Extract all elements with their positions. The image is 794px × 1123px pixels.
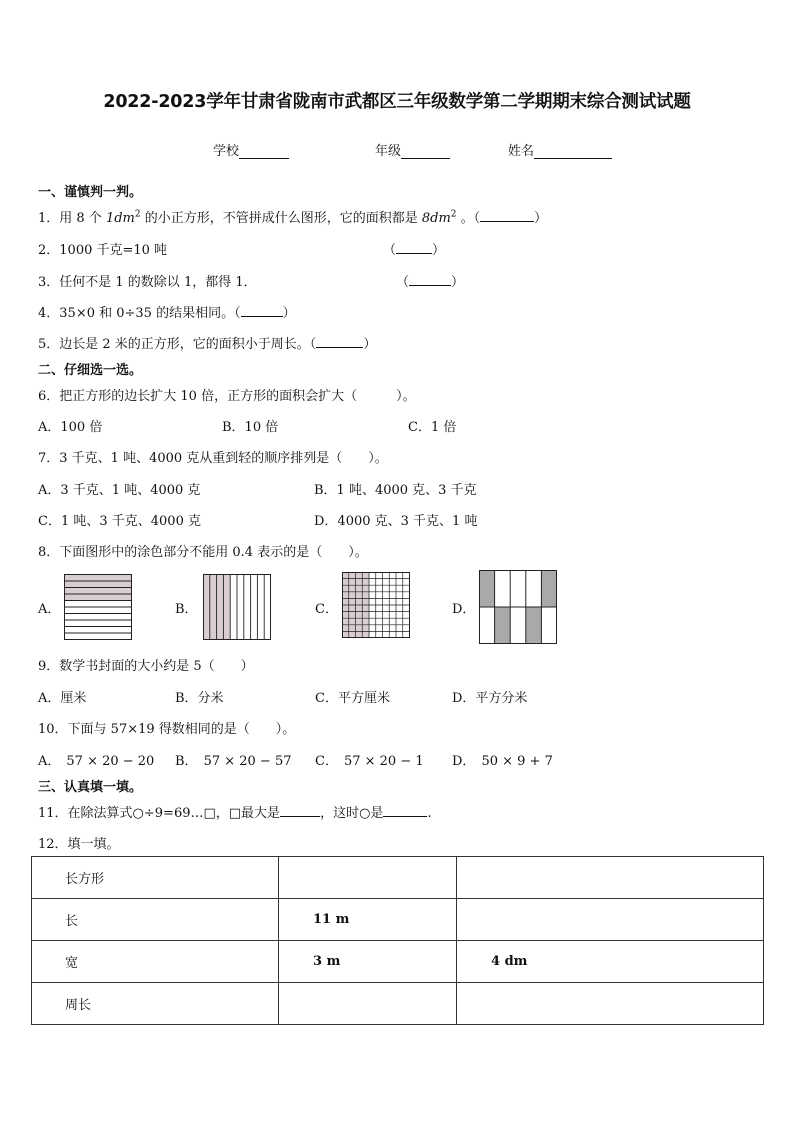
question-9: 9．数学书封面的大小约是 5（ ） <box>38 659 254 674</box>
q5-close-paren: ） <box>363 337 377 352</box>
q1-close-paren: ） <box>534 211 548 226</box>
q10-option-a[interactable] <box>38 750 154 769</box>
q1-text-pre: 1．用 8 个 <box>38 211 106 226</box>
q11-text-pre: 11．在除法算式○÷9=69…□，□最大是 <box>38 806 281 821</box>
q8-figure-b <box>203 574 271 640</box>
q10-option-b-expr: 57 × 20 − 57 <box>203 754 292 769</box>
question-8: 8．下面图形中的涂色部分不能用 0.4 表示的是（ ）。 <box>38 545 368 560</box>
q1-sup-2: 2 <box>450 209 457 220</box>
table-row <box>32 899 764 941</box>
table-cell[interactable] <box>279 857 457 899</box>
q8-figure-d <box>479 570 557 644</box>
grade-field <box>375 140 450 159</box>
q10-option-d-expr: 50 × 9 + 7 <box>481 754 553 769</box>
q2-answer-blank[interactable] <box>396 241 432 254</box>
q8-option-d[interactable]: D． <box>452 602 476 617</box>
q1-answer-blank[interactable] <box>480 209 534 222</box>
q10-option-d[interactable] <box>452 750 553 769</box>
q9-option-d[interactable]: D．平方分米 <box>452 691 528 706</box>
q2-open-paren: （ <box>383 243 397 258</box>
q6-option-c[interactable]: C．1 倍 <box>408 420 457 435</box>
table-cell: 4 dm <box>457 941 764 983</box>
q11-text-post: . <box>427 806 432 821</box>
table-row <box>32 941 764 983</box>
q1-text-mid: 的小正方形，不管拼成什么图形，它的面积都是 <box>140 211 422 226</box>
q8-option-b[interactable]: B． <box>175 602 198 617</box>
question-2 <box>38 239 167 258</box>
q10-option-b[interactable] <box>175 750 292 769</box>
q11-blank-1[interactable] <box>280 804 320 817</box>
name-blank[interactable] <box>534 144 612 159</box>
table-cell: 11 m <box>279 899 457 941</box>
q3-text: 3．任何不是 1 的数除以 1，都得 1． <box>38 275 257 290</box>
table-cell[interactable] <box>457 857 764 899</box>
school-blank[interactable] <box>239 144 289 159</box>
q4-text: 4．35×0 和 0÷35 的结果相同。（ <box>38 306 241 321</box>
q6-option-a[interactable]: A．100 倍 <box>38 420 103 435</box>
q3-open-paren: （ <box>396 275 410 290</box>
q6-option-b[interactable]: B．10 倍 <box>222 420 279 435</box>
page-title: 2022-2023学年甘肃省陇南市武都区三年级数学第二学期期末综合测试试题 <box>103 92 691 112</box>
question-7: 7．3 千克、1 吨、4000 克从重到轻的顺序排列是（ ）。 <box>38 451 388 466</box>
table-cell: 长 <box>32 899 279 941</box>
table-cell[interactable] <box>457 899 764 941</box>
q10-option-b-label: B． <box>175 754 198 769</box>
q10-option-d-label: D． <box>452 754 476 769</box>
question-1 <box>38 207 547 226</box>
q7-option-b[interactable]: B．1 吨、4000 克、3 千克 <box>314 483 477 498</box>
q1-sup-1: 2 <box>134 209 141 220</box>
q9-option-c[interactable]: C．平方厘米 <box>315 691 390 706</box>
table-cell: 长方形 <box>32 857 279 899</box>
table-cell[interactable] <box>279 983 457 1025</box>
school-field <box>213 140 289 159</box>
q7-option-c[interactable]: C．1 吨、3 千克、4000 克 <box>38 514 201 529</box>
q3-answer-blank[interactable] <box>409 273 451 286</box>
grade-blank[interactable] <box>401 144 450 159</box>
q4-close-paren: ） <box>282 306 296 321</box>
q8-figure-c <box>342 572 410 638</box>
question-11 <box>38 802 432 821</box>
q2-answer <box>383 239 445 258</box>
q10-option-c-expr: 57 × 20 − 1 <box>343 754 424 769</box>
question-12: 12．填一填。 <box>38 837 120 852</box>
q3-close-paren: ） <box>451 275 465 290</box>
q2-text: 2．1000 千克=10 吨 <box>38 243 168 258</box>
name-label: 姓名 <box>508 144 535 159</box>
table-cell: 周长 <box>32 983 279 1025</box>
q5-text: 5．边长是 2 米的正方形，它的面积小于周长。（ <box>38 337 317 352</box>
section-2-heading: 二、仔细选一选。 <box>38 363 143 378</box>
section-3-heading: 三、认真填一填。 <box>38 780 143 795</box>
question-10: 10．下面与 57×19 得数相同的是（ ）。 <box>38 722 296 737</box>
q5-answer-blank[interactable] <box>316 335 363 348</box>
q1-unit-2: 8dm <box>421 211 451 226</box>
q4-answer-blank[interactable] <box>241 304 283 317</box>
q11-blank-2[interactable] <box>383 804 427 817</box>
q10-option-a-label: A． <box>38 754 61 769</box>
table-cell: 3 m <box>279 941 457 983</box>
q7-option-a[interactable]: A．3 千克、1 吨、4000 克 <box>38 483 201 498</box>
rectangle-table <box>31 856 764 1025</box>
q10-option-c-label: C． <box>315 754 338 769</box>
question-3 <box>38 271 257 290</box>
name-field <box>508 140 612 159</box>
q1-text-post: 。（ <box>456 211 481 226</box>
school-label: 学校 <box>213 144 240 159</box>
table-row <box>32 983 764 1025</box>
q11-text-mid: ，这时○是 <box>320 806 384 821</box>
q8-option-a[interactable]: A． <box>38 602 61 617</box>
q9-option-b[interactable]: B．分米 <box>175 691 224 706</box>
section-1-heading: 一、谨慎判一判。 <box>38 185 143 200</box>
q8-figure-a <box>64 574 132 640</box>
grade-label: 年级 <box>375 144 402 159</box>
table-cell: 宽 <box>32 941 279 983</box>
table-row <box>32 857 764 899</box>
q8-option-c[interactable]: C． <box>315 602 338 617</box>
q3-answer <box>396 271 464 290</box>
question-4 <box>38 302 296 321</box>
q9-option-a[interactable]: A．厘米 <box>38 691 87 706</box>
q10-option-a-expr: 57 × 20 − 20 <box>66 754 155 769</box>
table-cell[interactable] <box>457 983 764 1025</box>
question-6: 6．把正方形的边长扩大 10 倍，正方形的面积会扩大（ ）。 <box>38 389 416 404</box>
q1-unit-1: 1dm <box>105 211 135 226</box>
q2-close-paren: ） <box>432 243 446 258</box>
q10-option-c[interactable] <box>315 750 424 769</box>
q7-option-d[interactable]: D．4000 克、3 千克、1 吨 <box>314 514 478 529</box>
question-5 <box>38 333 376 352</box>
